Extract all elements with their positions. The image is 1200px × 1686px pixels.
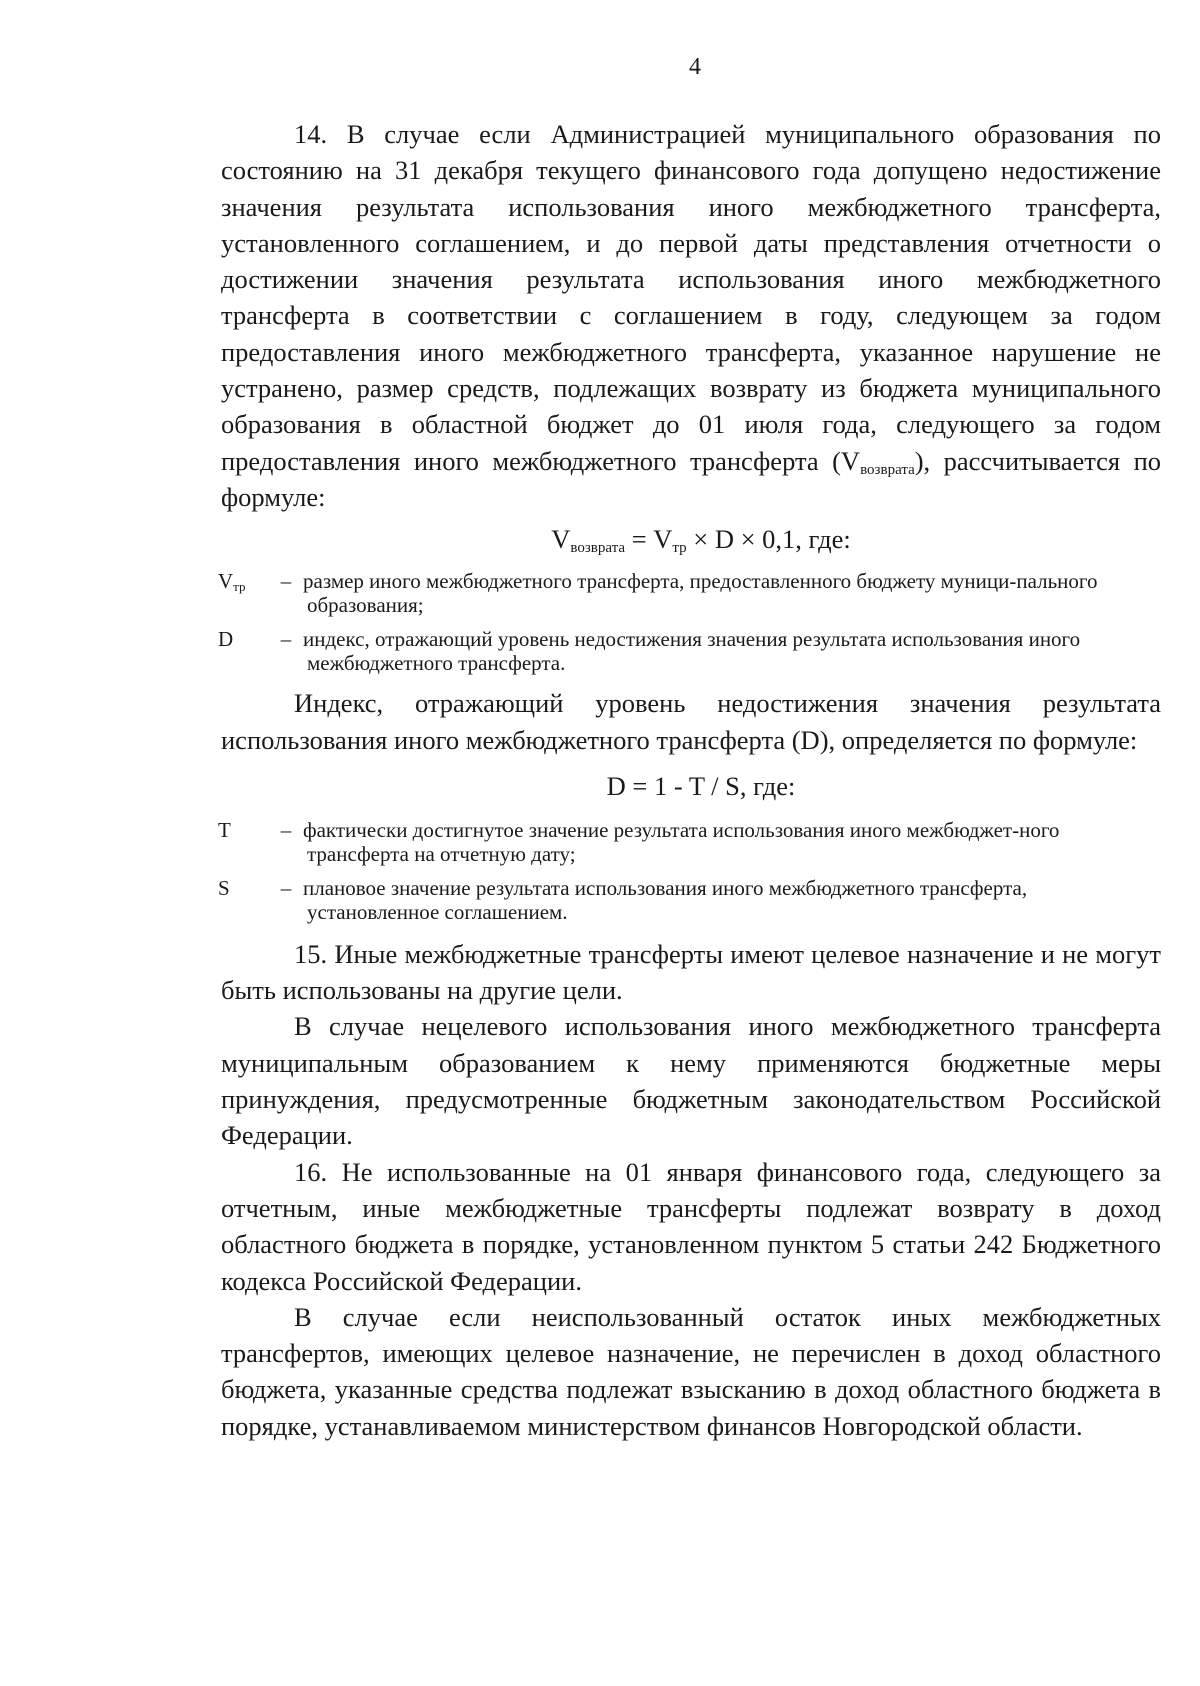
definition-symbol: T [218, 817, 231, 842]
definition-symbol: D [218, 627, 234, 652]
paragraph-14-text: 14. В случае если Администрацией муниципального образования по состоянию на 31 декабря текущего финансового года допущено недостижение значения результата использования иного межбюджетного трансферта, установленного соглашением, и до первой даты представления отчетности о достижении значения результата использования иного межбюджетного трансферта в соответствии с соглашением в году, следующем за годом предоставления иного межбюджетного трансферта, указанное нарушение не устранено, размер средств, подлежащих возврату из бюджета муниципального образования в областной бюджет до 01 июля года, следующего за годом предоставления иного межбюджетного трансферта (V [221, 119, 1161, 476]
definition-row [219, 818, 1169, 866]
definition-row [219, 569, 1169, 617]
definition-dash: – [280, 569, 292, 594]
definition-dash: – [280, 875, 292, 900]
definition-text: фактически достигнутое значение результата использования иного межбюджет-ного трансферта на отчетную дату; [303, 817, 1060, 866]
document-body [218, 116, 1162, 1444]
definition-row [219, 627, 1169, 675]
definition-dash: – [280, 627, 292, 652]
formula-lhs: V [551, 524, 571, 555]
formula-return-amount [221, 521, 1161, 557]
definition-row [219, 876, 1169, 924]
page-number: 4 [689, 54, 701, 80]
formula-lhs-subscript: возврата [570, 540, 626, 557]
paragraph-15-misuse: В случае нецелевого использования иного межбюджетного трансферта муниципальным образованием к нему применяются бюджетные меры принуждения, предусмотренные бюджетным законодательством Российской Федерации. [221, 1011, 1161, 1151]
definition-dash: – [280, 817, 292, 842]
formula-equals: = V [625, 524, 673, 555]
definition-symbol: $V_{тр}$ [218, 569, 246, 595]
formula-vtr-subscript: тр [672, 540, 687, 557]
paragraph-index: Индекс, отражающий уровень недостижения значения результата использования иного межбюджетного трансферта (D), определяется по формуле: [221, 688, 1161, 755]
formula-index: D = 1 - T / S, где: [606, 770, 796, 801]
definition-text: размер иного межбюджетного трансферта, предоставленного бюджету муници-пального образования; [303, 569, 1098, 618]
definition-symbol: S [218, 875, 230, 900]
paragraph-15: 15. Иные межбюджетные трансферты имеют целевое назначение и не могут быть использованы на другие цели. [221, 938, 1161, 1006]
paragraph-14-tail: ), рассчитывается по формуле: [221, 445, 1162, 512]
definition-text: плановое значение результата использования иного межбюджетного трансферта, установленное соглашением. [303, 875, 1028, 924]
paragraph-16: 16. Не использованные на 01 января финансового года, следующего за отчетным, иные межбюджетные трансферты подлежат возврату в доход областного бюджета в порядке, установленном пунктом 5 статьи 242 Бюджетного кодекса Российской Федерации. [221, 1156, 1161, 1296]
definition-text: индекс, отражающий уровень недостижения значения результата использования иного межбюджетного трансферта. [303, 627, 1081, 676]
definitions-list-1 [219, 569, 1169, 675]
definition-symbol-subscript: тр [233, 579, 246, 595]
paragraph-14-subscript: возврата [860, 461, 915, 478]
paragraph-14 [221, 116, 1161, 515]
formula-rest: × D × 0,1, где: [686, 524, 851, 555]
paragraph-16-recovery: В случае если неиспользованный остаток иных межбюджетных трансфертов, имеющих целевое назначение, не перечислен в доход областного бюджета, указанные средства подлежат взысканию в доход областного бюджета в порядке, устанавливаемом министерством финансов Новгородской области. [221, 1301, 1161, 1441]
definitions-list-2 [219, 818, 1169, 924]
